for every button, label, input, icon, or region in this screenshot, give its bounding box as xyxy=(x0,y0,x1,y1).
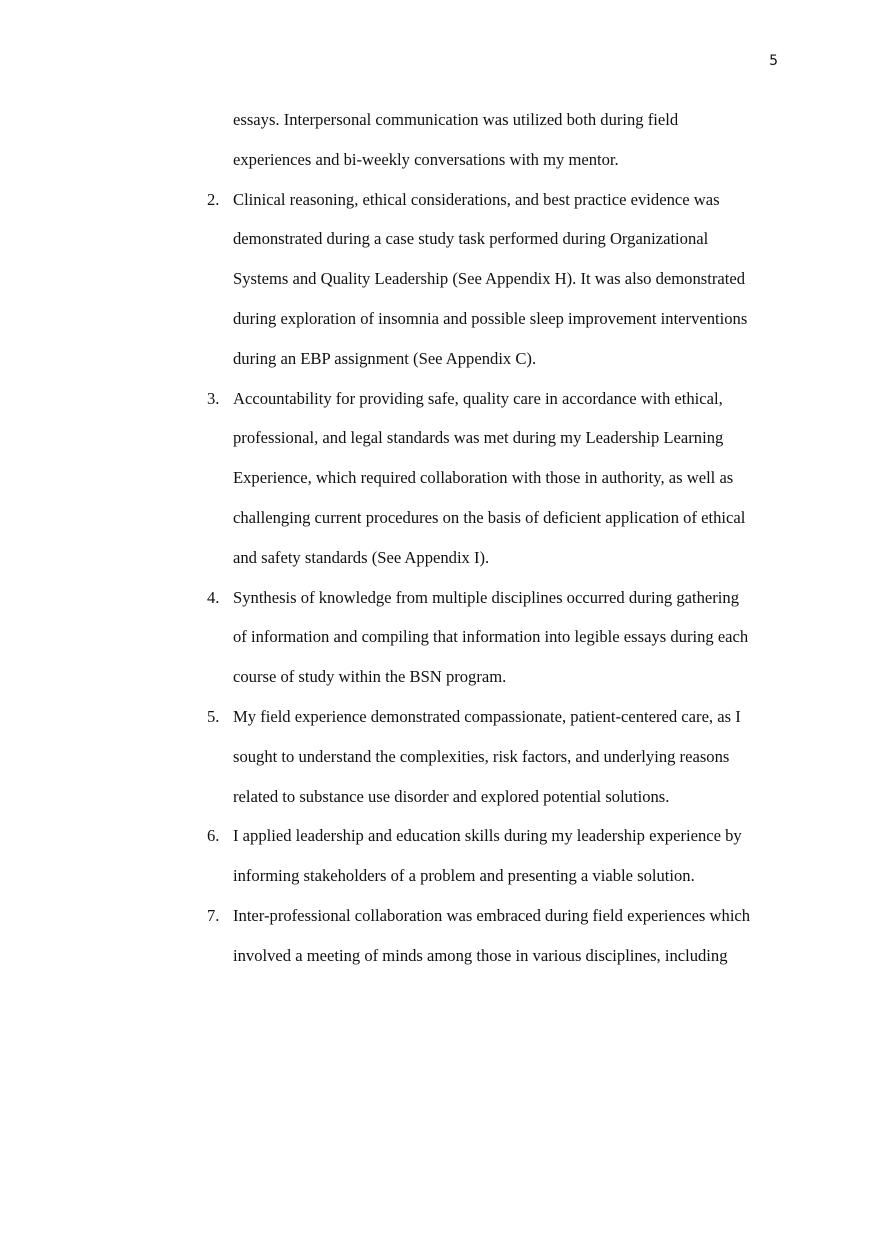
text-line: sought to understand the complexities, risk factors, and underlying reasons xyxy=(233,746,730,766)
text-line: My field experience demonstrated compassionate, patient-centered care, as I xyxy=(233,706,741,726)
text-line: during an EBP assignment (See Appendix C). xyxy=(233,348,537,368)
text-line: Synthesis of knowledge from multiple disciplines occurred during gathering xyxy=(233,587,740,607)
text-line: challenging current procedures on the basis of deficient application of ethical xyxy=(233,507,746,527)
text-line: related to substance use disorder and explored potential solutions. xyxy=(233,786,670,806)
text-line: of information and compiling that information into legible essays during each xyxy=(233,627,749,647)
text-line: informing stakeholders of a problem and presenting a viable solution. xyxy=(233,866,695,886)
list-item-2 xyxy=(207,180,781,379)
list-item-3 xyxy=(207,379,781,578)
list-number: 5. xyxy=(207,706,220,726)
continuation-paragraph xyxy=(233,100,781,180)
list-item-7 xyxy=(207,896,781,976)
text-line: Inter-professional collaboration was embraced during field experiences which xyxy=(233,905,751,925)
text-line: Systems and Quality Leadership (See Appendix H). It was also demonstrated xyxy=(233,269,745,289)
list-number: 6. xyxy=(207,826,220,846)
list-item-5 xyxy=(207,697,781,816)
list-item-4 xyxy=(207,578,781,697)
text-line: demonstrated during a case study task performed during Organizational xyxy=(233,229,709,249)
text-line: professional, and legal standards was met during my Leadership Learning xyxy=(233,428,724,448)
text-line: involved a meeting of minds among those in various disciplines, including xyxy=(233,945,728,965)
page-number: 5 xyxy=(769,53,778,69)
text-line: experiences and bi-weekly conversations with my mentor. xyxy=(233,149,619,169)
list-number: 2. xyxy=(207,189,220,209)
text-line: course of study within the BSN program. xyxy=(233,667,507,687)
text-line: Experience, which required collaboration with those in authority, as well as xyxy=(233,468,734,488)
list-number: 7. xyxy=(207,905,220,925)
list-number: 3. xyxy=(207,388,220,408)
text-line: and safety standards (See Appendix I). xyxy=(233,547,490,567)
text-line: essays. Interpersonal communication was utilized both during field xyxy=(233,110,679,129)
list-number: 4. xyxy=(207,587,220,607)
document-body xyxy=(207,100,781,976)
text-line: I applied leadership and education skills during my leadership experience by xyxy=(233,826,742,846)
text-line: Clinical reasoning, ethical considerations, and best practice evidence was xyxy=(233,189,720,209)
list-item-6 xyxy=(207,816,781,896)
text-line: during exploration of insomnia and possible sleep improvement interventions xyxy=(233,308,748,328)
text-line: Accountability for providing safe, quality care in accordance with ethical, xyxy=(233,388,723,408)
